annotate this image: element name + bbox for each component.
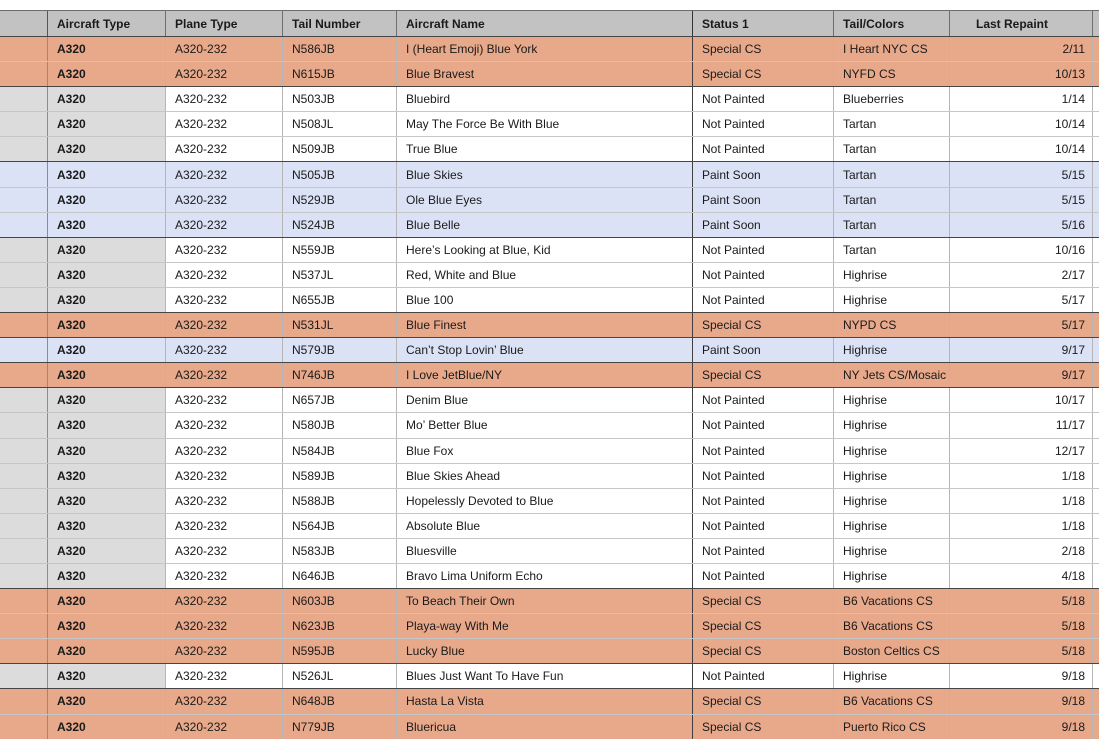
overflow-column-cell — [1093, 288, 1099, 312]
cell-tail-colors[interactable]: Highrise — [834, 464, 950, 488]
table-row — [0, 488, 1099, 513]
cell-tail-number[interactable]: N779JB — [283, 715, 397, 739]
cell-status-1[interactable]: Special CS — [693, 689, 834, 713]
cell-tail-colors[interactable]: Highrise — [834, 439, 950, 463]
cell-status-1[interactable]: Not Painted — [693, 413, 834, 437]
overflow-column-cell — [1093, 87, 1099, 111]
cell-plane-type[interactable]: A320-232 — [166, 489, 283, 513]
cell-aircraft-type[interactable]: A320 — [48, 614, 166, 638]
table-row — [0, 362, 1099, 387]
table-row — [0, 613, 1099, 638]
cell-tail-colors[interactable]: Highrise — [834, 338, 950, 362]
cell-aircraft-type[interactable]: A320 — [48, 313, 166, 337]
cell-aircraft-type[interactable]: A320 — [48, 62, 166, 86]
cell-last-repaint[interactable]: 10/17 — [950, 388, 1093, 412]
overflow-column-cell — [1093, 213, 1099, 237]
overflow-column-cell — [1093, 639, 1099, 663]
cell-aircraft-type[interactable]: A320 — [48, 439, 166, 463]
cell-status-1[interactable]: Not Painted — [693, 664, 834, 688]
cell-tail-colors[interactable]: I Heart NYC CS — [834, 37, 950, 61]
cell-status-1[interactable]: Not Painted — [693, 539, 834, 563]
cell-plane-type[interactable]: A320-232 — [166, 514, 283, 538]
table-row — [0, 237, 1099, 262]
cell-last-repaint[interactable]: 9/17 — [950, 338, 1093, 362]
column-header-tail-number[interactable]: Tail Number — [283, 11, 397, 36]
cell-last-repaint[interactable]: 5/18 — [950, 614, 1093, 638]
cell-aircraft-name[interactable]: Bluebird — [397, 87, 693, 111]
overflow-column-cell — [1093, 363, 1099, 387]
cell-aircraft-type[interactable]: A320 — [48, 639, 166, 663]
cell-plane-type[interactable]: A320-232 — [166, 715, 283, 739]
table-row — [0, 638, 1099, 663]
cell-aircraft-name[interactable]: To Beach Their Own — [397, 589, 693, 613]
cell-last-repaint[interactable]: 5/18 — [950, 639, 1093, 663]
column-header-overflow — [1093, 11, 1099, 36]
row-header-cell[interactable] — [0, 37, 48, 61]
cell-tail-number[interactable]: N509JB — [283, 137, 397, 161]
cell-aircraft-name[interactable]: Hopelessly Devoted to Blue — [397, 489, 693, 513]
column-header-last-repaint[interactable]: Last Repaint — [950, 11, 1093, 36]
cell-tail-colors[interactable]: Highrise — [834, 413, 950, 437]
cell-status-1[interactable]: Not Painted — [693, 87, 834, 111]
cell-status-1[interactable]: Not Painted — [693, 489, 834, 513]
cell-tail-colors[interactable]: Highrise — [834, 388, 950, 412]
cell-plane-type[interactable]: A320-232 — [166, 589, 283, 613]
cell-tail-number[interactable]: N623JB — [283, 614, 397, 638]
row-header-cell[interactable] — [0, 689, 48, 713]
cell-last-repaint[interactable]: 9/18 — [950, 715, 1093, 739]
cell-last-repaint[interactable]: 9/18 — [950, 689, 1093, 713]
cell-status-1[interactable]: Not Painted — [693, 564, 834, 588]
cell-last-repaint[interactable]: 10/16 — [950, 238, 1093, 262]
table-row — [0, 387, 1099, 412]
cell-last-repaint[interactable]: 5/15 — [950, 188, 1093, 212]
cell-aircraft-name[interactable]: Denim Blue — [397, 388, 693, 412]
cell-aircraft-type[interactable]: A320 — [48, 87, 166, 111]
overflow-column-cell — [1093, 338, 1099, 362]
overflow-column-cell — [1093, 564, 1099, 588]
cell-aircraft-type[interactable]: A320 — [48, 162, 166, 186]
cell-tail-colors[interactable]: Boston Celtics CS — [834, 639, 950, 663]
cell-tail-colors[interactable]: B6 Vacations CS — [834, 689, 950, 713]
cell-last-repaint[interactable]: 5/16 — [950, 213, 1093, 237]
cell-tail-number[interactable]: N646JB — [283, 564, 397, 588]
overflow-column-cell — [1093, 137, 1099, 161]
column-header-tail-colors[interactable]: Tail/Colors — [834, 11, 950, 36]
cell-tail-colors[interactable]: Highrise — [834, 539, 950, 563]
cell-last-repaint[interactable]: 11/17 — [950, 413, 1093, 437]
cell-aircraft-name[interactable]: Blue Finest — [397, 313, 693, 337]
cell-tail-colors[interactable]: B6 Vacations CS — [834, 614, 950, 638]
cell-aircraft-name[interactable]: Blue Belle — [397, 213, 693, 237]
cell-status-1[interactable]: Special CS — [693, 62, 834, 86]
cell-plane-type[interactable]: A320-232 — [166, 388, 283, 412]
table-header-row — [0, 10, 1099, 36]
cell-tail-colors[interactable]: Tartan — [834, 112, 950, 136]
cell-plane-type[interactable]: A320-232 — [166, 413, 283, 437]
cell-tail-number[interactable]: N589JB — [283, 464, 397, 488]
cell-plane-type[interactable]: A320-232 — [166, 464, 283, 488]
cell-tail-colors[interactable]: Highrise — [834, 263, 950, 287]
cell-tail-colors[interactable]: NYFD CS — [834, 62, 950, 86]
row-header-cell[interactable] — [0, 514, 48, 538]
column-header-aircraft-type[interactable]: Aircraft Type — [48, 11, 166, 36]
table-row — [0, 61, 1099, 86]
cell-plane-type[interactable]: A320-232 — [166, 37, 283, 61]
table-row — [0, 136, 1099, 161]
cell-last-repaint[interactable]: 1/14 — [950, 87, 1093, 111]
cell-last-repaint[interactable]: 2/11 — [950, 37, 1093, 61]
row-header-cell[interactable] — [0, 539, 48, 563]
cell-status-1[interactable]: Paint Soon — [693, 213, 834, 237]
cell-aircraft-name[interactable]: Bluesville — [397, 539, 693, 563]
row-header-cell[interactable] — [0, 413, 48, 437]
cell-last-repaint[interactable]: 4/18 — [950, 564, 1093, 588]
cell-tail-colors[interactable]: Highrise — [834, 564, 950, 588]
overflow-column-cell — [1093, 539, 1099, 563]
overflow-column-cell — [1093, 689, 1099, 713]
overflow-column-cell — [1093, 589, 1099, 613]
cell-tail-number[interactable]: N526JL — [283, 664, 397, 688]
row-header-cell[interactable] — [0, 263, 48, 287]
cell-tail-number[interactable]: N579JB — [283, 338, 397, 362]
column-header-aircraft-name[interactable]: Aircraft Name — [397, 11, 693, 36]
cell-status-1[interactable]: Special CS — [693, 614, 834, 638]
cell-last-repaint[interactable]: 2/18 — [950, 539, 1093, 563]
cell-aircraft-name[interactable]: I (Heart Emoji) Blue York — [397, 37, 693, 61]
cell-tail-number[interactable]: N508JL — [283, 112, 397, 136]
table-row — [0, 86, 1099, 111]
overflow-column-cell — [1093, 263, 1099, 287]
row-header-cell[interactable] — [0, 664, 48, 688]
row-header-cell[interactable] — [0, 313, 48, 337]
cell-status-1[interactable]: Not Painted — [693, 263, 834, 287]
cell-status-1[interactable]: Paint Soon — [693, 338, 834, 362]
cell-aircraft-type[interactable]: A320 — [48, 514, 166, 538]
cell-plane-type[interactable]: A320-232 — [166, 188, 283, 212]
cell-tail-colors[interactable]: NYPD CS — [834, 313, 950, 337]
row-header-cell[interactable] — [0, 238, 48, 262]
row-header-cell[interactable] — [0, 338, 48, 362]
row-header-cell[interactable] — [0, 489, 48, 513]
cell-plane-type[interactable]: A320-232 — [166, 162, 283, 186]
cell-aircraft-type[interactable]: A320 — [48, 112, 166, 136]
cell-aircraft-name[interactable]: Lucky Blue — [397, 639, 693, 663]
cell-plane-type[interactable]: A320-232 — [166, 363, 283, 387]
cell-status-1[interactable]: Paint Soon — [693, 162, 834, 186]
cell-aircraft-name[interactable]: Can’t Stop Lovin’ Blue — [397, 338, 693, 362]
column-header-status-1[interactable]: Status 1 — [693, 11, 834, 36]
cell-tail-number[interactable]: N583JB — [283, 539, 397, 563]
cell-aircraft-type[interactable]: A320 — [48, 238, 166, 262]
cell-aircraft-type[interactable]: A320 — [48, 263, 166, 287]
cell-tail-colors[interactable]: Blueberries — [834, 87, 950, 111]
cell-last-repaint[interactable]: 1/18 — [950, 514, 1093, 538]
cell-aircraft-name[interactable]: Playa-way With Me — [397, 614, 693, 638]
row-header-cell[interactable] — [0, 288, 48, 312]
cell-plane-type[interactable]: A320-232 — [166, 439, 283, 463]
cell-last-repaint[interactable]: 10/14 — [950, 112, 1093, 136]
row-header-cell[interactable] — [0, 715, 48, 739]
cell-aircraft-name[interactable]: Blue Skies — [397, 162, 693, 186]
cell-last-repaint[interactable]: 5/15 — [950, 162, 1093, 186]
cell-tail-number[interactable]: N529JB — [283, 188, 397, 212]
table-row — [0, 412, 1099, 437]
table-row — [0, 563, 1099, 588]
cell-status-1[interactable]: Special CS — [693, 363, 834, 387]
cell-status-1[interactable]: Not Painted — [693, 238, 834, 262]
cell-aircraft-name[interactable]: I Love JetBlue/NY — [397, 363, 693, 387]
row-header-cell[interactable] — [0, 162, 48, 186]
overflow-column-cell — [1093, 388, 1099, 412]
cell-last-repaint[interactable]: 1/18 — [950, 489, 1093, 513]
cell-tail-number[interactable]: N586JB — [283, 37, 397, 61]
cell-aircraft-type[interactable]: A320 — [48, 539, 166, 563]
cell-tail-colors[interactable]: Highrise — [834, 514, 950, 538]
overflow-column-cell — [1093, 37, 1099, 61]
cell-aircraft-type[interactable]: A320 — [48, 664, 166, 688]
overflow-column-cell — [1093, 489, 1099, 513]
column-header-plane-type[interactable]: Plane Type — [166, 11, 283, 36]
cell-status-1[interactable]: Not Painted — [693, 112, 834, 136]
cell-aircraft-name[interactable]: Blue Bravest — [397, 62, 693, 86]
cell-status-1[interactable]: Not Painted — [693, 137, 834, 161]
row-header-cell[interactable] — [0, 62, 48, 86]
cell-plane-type[interactable]: A320-232 — [166, 263, 283, 287]
table-row — [0, 688, 1099, 713]
overflow-column-cell — [1093, 614, 1099, 638]
cell-plane-type[interactable]: A320-232 — [166, 137, 283, 161]
row-header-cell[interactable] — [0, 213, 48, 237]
cell-status-1[interactable]: Special CS — [693, 589, 834, 613]
cell-tail-colors[interactable]: Tartan — [834, 238, 950, 262]
cell-aircraft-name[interactable]: Red, White and Blue — [397, 263, 693, 287]
overflow-column-cell — [1093, 514, 1099, 538]
cell-plane-type[interactable]: A320-232 — [166, 689, 283, 713]
cell-aircraft-type[interactable]: A320 — [48, 564, 166, 588]
corner-header-cell[interactable] — [0, 11, 48, 36]
cell-aircraft-name[interactable]: Hasta La Vista — [397, 689, 693, 713]
cell-tail-colors[interactable]: B6 Vacations CS — [834, 589, 950, 613]
cell-tail-number[interactable]: N505JB — [283, 162, 397, 186]
cell-plane-type[interactable]: A320-232 — [166, 639, 283, 663]
cell-last-repaint[interactable]: 2/17 — [950, 263, 1093, 287]
cell-plane-type[interactable]: A320-232 — [166, 62, 283, 86]
cell-status-1[interactable]: Special CS — [693, 313, 834, 337]
cell-last-repaint[interactable]: 9/17 — [950, 363, 1093, 387]
cell-status-1[interactable]: Special CS — [693, 715, 834, 739]
row-header-cell[interactable] — [0, 388, 48, 412]
cell-aircraft-name[interactable]: Blue 100 — [397, 288, 693, 312]
table-row — [0, 663, 1099, 688]
cell-aircraft-name[interactable]: Blue Skies Ahead — [397, 464, 693, 488]
cell-status-1[interactable]: Special CS — [693, 639, 834, 663]
cell-tail-number[interactable]: N615JB — [283, 62, 397, 86]
cell-last-repaint[interactable]: 5/17 — [950, 288, 1093, 312]
cell-status-1[interactable]: Paint Soon — [693, 188, 834, 212]
cell-plane-type[interactable]: A320-232 — [166, 87, 283, 111]
cell-aircraft-type[interactable]: A320 — [48, 589, 166, 613]
cell-tail-colors[interactable]: Tartan — [834, 213, 950, 237]
cell-plane-type[interactable]: A320-232 — [166, 313, 283, 337]
cell-aircraft-name[interactable]: Ole Blue Eyes — [397, 188, 693, 212]
table-row — [0, 111, 1099, 136]
cell-aircraft-name[interactable]: Blues Just Want To Have Fun — [397, 664, 693, 688]
overflow-column-cell — [1093, 439, 1099, 463]
table-row — [0, 337, 1099, 362]
cell-aircraft-name[interactable]: Bravo Lima Uniform Echo — [397, 564, 693, 588]
cell-tail-number[interactable]: N524JB — [283, 213, 397, 237]
cell-aircraft-type[interactable]: A320 — [48, 689, 166, 713]
table-row — [0, 513, 1099, 538]
overflow-column-cell — [1093, 188, 1099, 212]
cell-aircraft-type[interactable]: A320 — [48, 489, 166, 513]
table-row — [0, 212, 1099, 237]
cell-plane-type[interactable]: A320-232 — [166, 564, 283, 588]
cell-tail-colors[interactable]: Highrise — [834, 664, 950, 688]
cell-tail-number[interactable]: N648JB — [283, 689, 397, 713]
overflow-column-cell — [1093, 162, 1099, 186]
cell-tail-colors[interactable]: Tartan — [834, 162, 950, 186]
cell-status-1[interactable]: Not Painted — [693, 388, 834, 412]
overflow-column-cell — [1093, 112, 1099, 136]
overflow-column-cell — [1093, 413, 1099, 437]
cell-last-repaint[interactable]: 12/17 — [950, 439, 1093, 463]
cell-aircraft-name[interactable]: May The Force Be With Blue — [397, 112, 693, 136]
cell-tail-number[interactable]: N657JB — [283, 388, 397, 412]
cell-tail-number[interactable]: N580JB — [283, 413, 397, 437]
row-header-cell[interactable] — [0, 439, 48, 463]
row-header-cell[interactable] — [0, 112, 48, 136]
cell-plane-type[interactable]: A320-232 — [166, 539, 283, 563]
overflow-column-cell — [1093, 238, 1099, 262]
cell-tail-colors[interactable]: Highrise — [834, 288, 950, 312]
cell-plane-type[interactable]: A320-232 — [166, 213, 283, 237]
cell-aircraft-type[interactable]: A320 — [48, 338, 166, 362]
cell-aircraft-type[interactable]: A320 — [48, 715, 166, 739]
cell-aircraft-name[interactable]: Here’s Looking at Blue, Kid — [397, 238, 693, 262]
cell-aircraft-type[interactable]: A320 — [48, 288, 166, 312]
row-header-cell[interactable] — [0, 464, 48, 488]
cell-aircraft-type[interactable]: A320 — [48, 213, 166, 237]
cell-tail-number[interactable]: N746JB — [283, 363, 397, 387]
cell-tail-number[interactable]: N588JB — [283, 489, 397, 513]
table-row — [0, 312, 1099, 337]
cell-plane-type[interactable]: A320-232 — [166, 288, 283, 312]
cell-aircraft-name[interactable]: Absolute Blue — [397, 514, 693, 538]
cell-last-repaint[interactable]: 10/13 — [950, 62, 1093, 86]
table-row — [0, 36, 1099, 61]
cell-status-1[interactable]: Not Painted — [693, 288, 834, 312]
overflow-column-cell — [1093, 464, 1099, 488]
cell-aircraft-type[interactable]: A320 — [48, 464, 166, 488]
cell-aircraft-name[interactable]: True Blue — [397, 137, 693, 161]
cell-last-repaint[interactable]: 1/18 — [950, 464, 1093, 488]
table-row — [0, 287, 1099, 312]
cell-last-repaint[interactable]: 5/17 — [950, 313, 1093, 337]
cell-aircraft-name[interactable]: Bluericua — [397, 715, 693, 739]
cell-aircraft-name[interactable]: Mo’ Better Blue — [397, 413, 693, 437]
cell-tail-colors[interactable]: Puerto Rico CS — [834, 715, 950, 739]
cell-tail-number[interactable]: N531JL — [283, 313, 397, 337]
cell-aircraft-type[interactable]: A320 — [48, 363, 166, 387]
cell-status-1[interactable]: Not Painted — [693, 439, 834, 463]
table-row — [0, 588, 1099, 613]
cell-aircraft-type[interactable]: A320 — [48, 37, 166, 61]
overflow-column-cell — [1093, 664, 1099, 688]
table-row — [0, 161, 1099, 186]
overflow-column-cell — [1093, 715, 1099, 739]
row-header-cell[interactable] — [0, 614, 48, 638]
cell-tail-number[interactable]: N559JB — [283, 238, 397, 262]
cell-aircraft-name[interactable]: Blue Fox — [397, 439, 693, 463]
cell-tail-number[interactable]: N537JL — [283, 263, 397, 287]
row-header-cell[interactable] — [0, 137, 48, 161]
cell-tail-number[interactable]: N503JB — [283, 87, 397, 111]
table-row — [0, 714, 1099, 739]
cell-tail-number[interactable]: N603JB — [283, 589, 397, 613]
cell-tail-number[interactable]: N595JB — [283, 639, 397, 663]
table-row — [0, 463, 1099, 488]
cell-aircraft-type[interactable]: A320 — [48, 188, 166, 212]
row-header-cell[interactable] — [0, 363, 48, 387]
row-header-cell[interactable] — [0, 639, 48, 663]
table-row — [0, 262, 1099, 287]
cell-tail-colors[interactable]: Highrise — [834, 489, 950, 513]
cell-tail-colors[interactable]: Tartan — [834, 188, 950, 212]
cell-tail-number[interactable]: N564JB — [283, 514, 397, 538]
cell-tail-number[interactable]: N655JB — [283, 288, 397, 312]
cell-last-repaint[interactable]: 10/14 — [950, 137, 1093, 161]
cell-tail-colors[interactable]: Tartan — [834, 137, 950, 161]
cell-plane-type[interactable]: A320-232 — [166, 338, 283, 362]
cell-last-repaint[interactable]: 5/18 — [950, 589, 1093, 613]
table-row — [0, 187, 1099, 212]
table-body — [0, 36, 1099, 739]
cell-aircraft-type[interactable]: A320 — [48, 413, 166, 437]
overflow-column-cell — [1093, 313, 1099, 337]
table-row — [0, 438, 1099, 463]
cell-aircraft-type[interactable]: A320 — [48, 137, 166, 161]
cell-tail-colors[interactable]: NY Jets CS/Mosaic — [834, 363, 950, 387]
cell-status-1[interactable]: Not Painted — [693, 464, 834, 488]
row-header-cell[interactable] — [0, 188, 48, 212]
cell-plane-type[interactable]: A320-232 — [166, 112, 283, 136]
cell-status-1[interactable]: Not Painted — [693, 514, 834, 538]
aircraft-table — [0, 10, 1099, 739]
table-row — [0, 538, 1099, 563]
cell-last-repaint[interactable]: 9/18 — [950, 664, 1093, 688]
cell-plane-type[interactable]: A320-232 — [166, 238, 283, 262]
cell-plane-type[interactable]: A320-232 — [166, 614, 283, 638]
row-header-cell[interactable] — [0, 87, 48, 111]
cell-aircraft-type[interactable]: A320 — [48, 388, 166, 412]
overflow-column-cell — [1093, 62, 1099, 86]
cell-plane-type[interactable]: A320-232 — [166, 664, 283, 688]
cell-tail-number[interactable]: N584JB — [283, 439, 397, 463]
cell-status-1[interactable]: Special CS — [693, 37, 834, 61]
row-header-cell[interactable] — [0, 564, 48, 588]
row-header-cell[interactable] — [0, 589, 48, 613]
